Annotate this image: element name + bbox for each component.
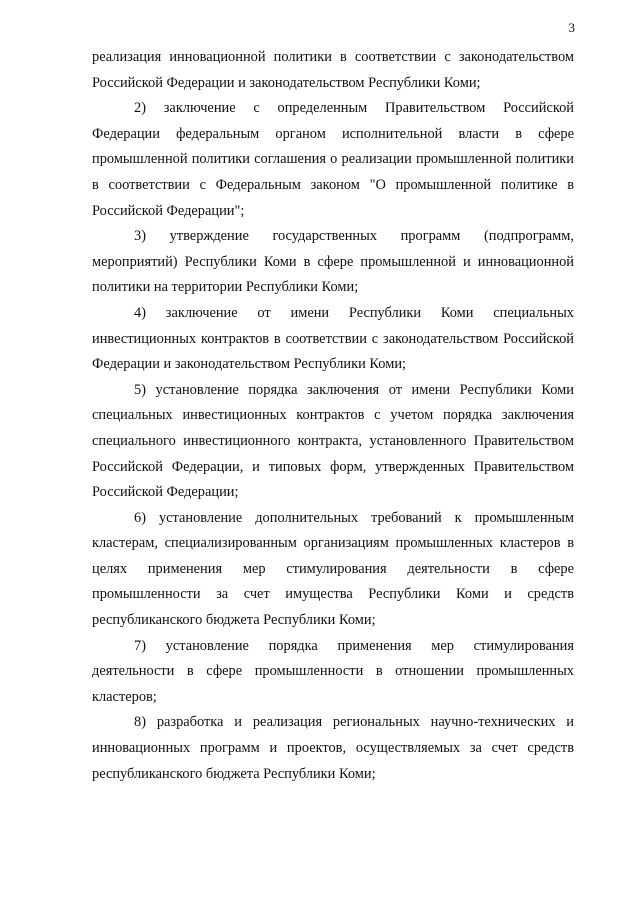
paragraph-item-5: 5) установление порядка заключения от имени Республики Коми специальных инвестиционных контрактов с учетом порядка заключения специального инвестиционного контракта, установленного Правительством Российской Федерации, и типовых форм, утвержденных Правительством Российской Федерации; — [92, 381, 574, 501]
paragraph-continuation: реализация инновационной политики в соответствии с законодательством Российской Федерации и законодательством Республики Коми; — [92, 49, 574, 91]
document-body — [92, 45, 574, 787]
paragraph-item-4: 4) заключение от имени Республики Коми специальных инвестиционных контрактов в соответствии с законодательством Российской Федерации и законодательством Республики Коми; — [92, 304, 574, 373]
paragraph-item-7: 7) установление порядка применения мер стимулирования деятельности в сфере промышленности в отношении промышленных кластеров; — [92, 637, 574, 705]
page-number: 3 — [568, 20, 575, 35]
paragraph-item-3: 3) утверждение государственных программ (подпрограмм, мероприятий) Республики Коми в сфере промышленной и инновационной политики на территории Республики Коми; — [92, 228, 574, 296]
paragraph-item-6: 6) установление дополнительных требований к промышленным кластерам, специализированным организациям промышленных кластеров в целях применения мер стимулирования деятельности в сфере промышленности за счет имущества Республики Коми и средств республиканского бюджета Республики Коми; — [92, 509, 574, 629]
paragraph-item-8: 8) разработка и реализация региональных научно-технических и инновационных программ и проектов, осуществляемых за счет средств республиканского бюджета Республики Коми; — [92, 714, 574, 782]
paragraph-item-2: 2) заключение с определенным Правительством Российской Федерации федеральным органом исполнительной власти в сфере промышленной политики соглашения о реализации промышленной политики в соответствии с Федеральным законом "О промышленной политике в Российской Федерации"; — [92, 100, 574, 219]
